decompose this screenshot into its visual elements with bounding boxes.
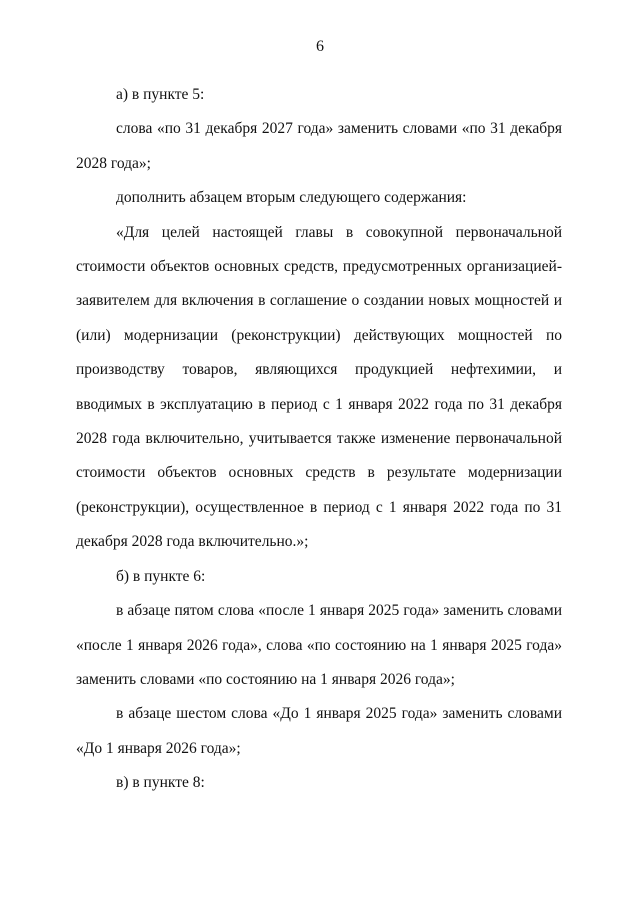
- paragraph-item-v: в) в пункте 8:: [116, 774, 205, 792]
- page-number: 6: [316, 38, 324, 55]
- paragraph-fifth-abzac: в абзаце пятом слова «после 1 января 2025 года» заменить словами «после 1 января 2026 года», слова «по состоянию на 1 января 2025 года» заменить словами «по состоянию на 1 января 2026 года»;: [76, 602, 562, 688]
- paragraph-item-a: а) в пункте 5:: [116, 86, 205, 103]
- paragraph-add-second: дополнить абзацем вторым следующего содержания:: [116, 189, 467, 207]
- paragraph-quoted-text: «Для целей настоящей главы в совокупной первоначальной стоимости объектов основных средств, предусмотренных организацией-заявителем для включения в соглашение о создании новых мощностей и (или) модернизации (реконструкции) действующих мощностей по производству товаров, являющихся продукцией нефтехимии, и вводимых в эксплуатацию в период с 1 января 2022 года по 31 декабря 2028 года включительно, учитывается также изменение первоначальной стоимости объектов основных средств в результате модернизации (реконструкции), осуществленное в период с 1 января 2022 года по 31 декабря 2028 года включительно.»;: [76, 223, 562, 551]
- paragraph-replace-date: слова «по 31 декабря 2027 года» заменить словами «по 31 декабря 2028 года»;: [76, 120, 562, 172]
- document-body: [76, 78, 562, 801]
- paragraph-item-b: б) в пункте 6:: [116, 567, 206, 585]
- paragraph-sixth-abzac: в абзаце шестом слова «До 1 января 2025 года» заменить словами «До 1 января 2026 года»;: [76, 705, 562, 757]
